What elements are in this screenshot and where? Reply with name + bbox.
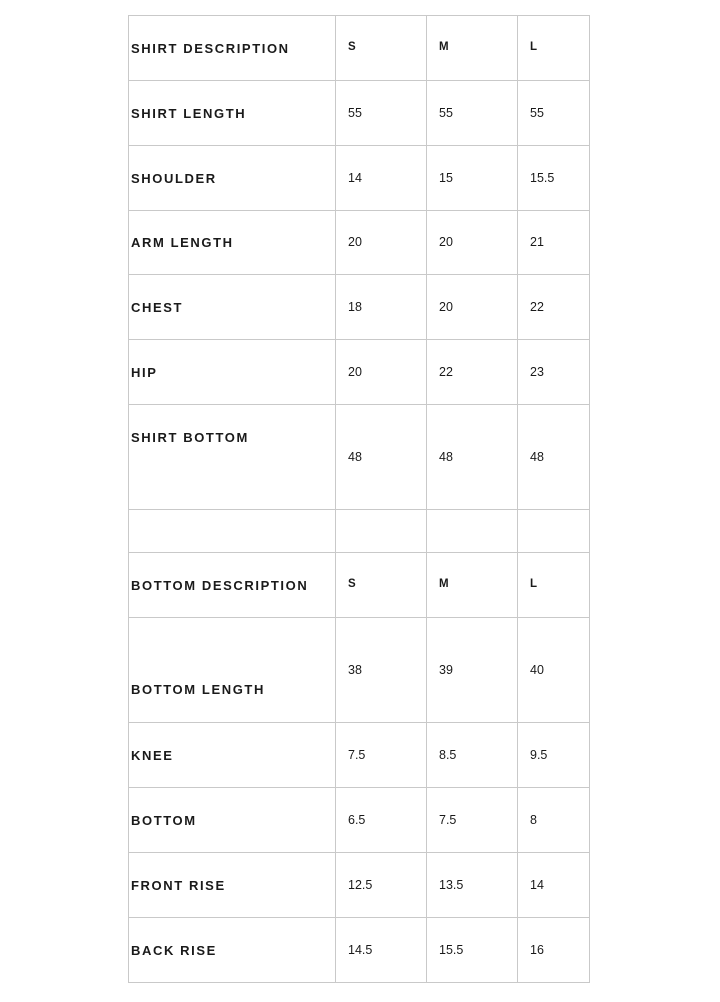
size-m-value: 15.5	[427, 918, 518, 983]
size-l-value: 9.5	[518, 723, 590, 788]
table-row	[129, 146, 590, 211]
size-m-value: 55	[427, 81, 518, 146]
table-row	[129, 853, 590, 918]
size-s-value: 20	[336, 340, 427, 405]
row-label: BOTTOM	[129, 788, 336, 853]
row-label: BOTTOM LENGTH	[129, 618, 336, 723]
size-m-header: M	[427, 553, 518, 618]
row-label: CHEST	[129, 275, 336, 340]
size-m-value: 15	[427, 146, 518, 211]
shirt-description-header: SHIRT DESCRIPTION	[129, 16, 336, 81]
size-m-value: 48	[427, 405, 518, 510]
size-l-value: 40	[518, 618, 590, 723]
size-chart-table	[128, 15, 590, 983]
size-m-value: 8.5	[427, 723, 518, 788]
size-l-value: 16	[518, 918, 590, 983]
size-s-value: 7.5	[336, 723, 427, 788]
table-row	[129, 918, 590, 983]
size-l-value: 21	[518, 211, 590, 275]
size-m-value: 20	[427, 211, 518, 275]
size-s-value: 14	[336, 146, 427, 211]
spacer-row	[129, 510, 590, 553]
size-m-header: M	[427, 16, 518, 81]
table-row	[129, 211, 590, 275]
size-l-value: 8	[518, 788, 590, 853]
row-label: KNEE	[129, 723, 336, 788]
size-m-value: 22	[427, 340, 518, 405]
table-row	[129, 723, 590, 788]
bottom-header-row	[129, 553, 590, 618]
row-label: SHOULDER	[129, 146, 336, 211]
size-s-value: 20	[336, 211, 427, 275]
size-s-value: 18	[336, 275, 427, 340]
bottom-description-header: BOTTOM DESCRIPTION	[129, 553, 336, 618]
empty-cell	[427, 510, 518, 553]
empty-cell	[518, 510, 590, 553]
table-row	[129, 618, 590, 723]
size-l-value: 23	[518, 340, 590, 405]
table-row	[129, 275, 590, 340]
row-label: ARM LENGTH	[129, 211, 336, 275]
size-s-value: 48	[336, 405, 427, 510]
size-s-value: 38	[336, 618, 427, 723]
table-row	[129, 340, 590, 405]
row-label: FRONT RISE	[129, 853, 336, 918]
size-s-value: 12.5	[336, 853, 427, 918]
size-m-value: 13.5	[427, 853, 518, 918]
table-row	[129, 81, 590, 146]
size-l-value: 15.5	[518, 146, 590, 211]
table-row	[129, 405, 590, 510]
size-m-value: 7.5	[427, 788, 518, 853]
shirt-header-row	[129, 16, 590, 81]
empty-cell	[129, 510, 336, 553]
size-s-value: 6.5	[336, 788, 427, 853]
size-l-value: 22	[518, 275, 590, 340]
row-label: HIP	[129, 340, 336, 405]
row-label: SHIRT BOTTOM	[129, 405, 336, 510]
size-l-header: L	[518, 553, 590, 618]
size-m-value: 39	[427, 618, 518, 723]
empty-cell	[336, 510, 427, 553]
size-l-value: 48	[518, 405, 590, 510]
row-label: SHIRT LENGTH	[129, 81, 336, 146]
size-s-value: 14.5	[336, 918, 427, 983]
row-label: BACK RISE	[129, 918, 336, 983]
size-l-value: 55	[518, 81, 590, 146]
table-row	[129, 788, 590, 853]
size-m-value: 20	[427, 275, 518, 340]
size-s-header: S	[336, 16, 427, 81]
size-s-header: S	[336, 553, 427, 618]
size-l-value: 14	[518, 853, 590, 918]
size-s-value: 55	[336, 81, 427, 146]
size-l-header: L	[518, 16, 590, 81]
